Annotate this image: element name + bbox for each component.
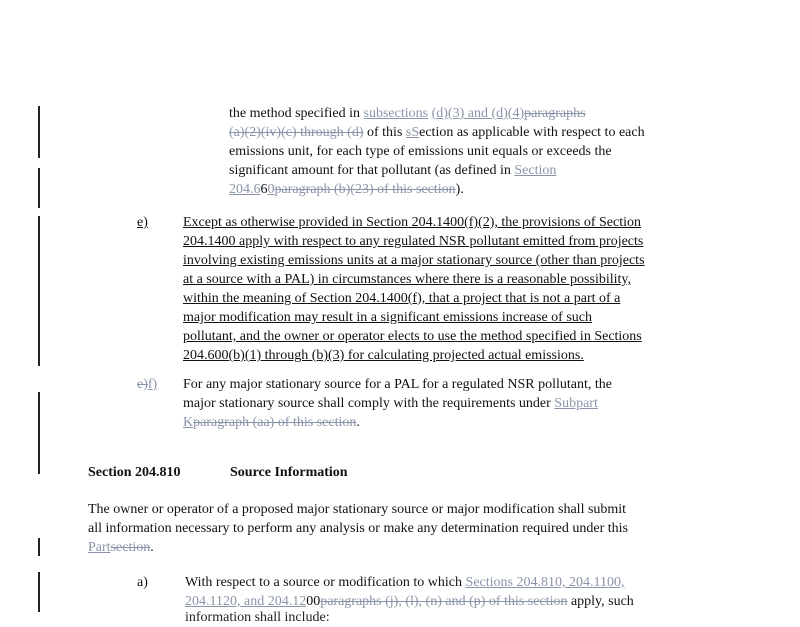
paragraph-e [183, 213, 713, 365]
text-line: (a)(2)(iv)(c) through (d) of this sSection as applicable with respect to each [229, 125, 645, 140]
text-line: 204.660paragraph (b)(23) of this section). [229, 182, 464, 197]
paragraph-a-label: a) [137, 575, 148, 590]
paragraph-d-continuation [229, 104, 709, 199]
text-line: significant amount for that pollutant (as defined in Section [229, 163, 557, 178]
paragraph-a [185, 573, 725, 611]
text-line: Except as otherwise provided in Section 204.1400(f)(2), the provisions of Section [183, 215, 642, 230]
change-bar [38, 392, 40, 474]
change-bar [38, 168, 40, 208]
text-line: at a source with a PAL) in circumstances where there is a reasonable possibility, [183, 272, 631, 287]
text-line: emissions unit, for each type of emissions unit equals or exceeds the [229, 144, 612, 159]
section-title: Source Information [230, 465, 348, 480]
text-line: 204.1120, and 204.1200paragraphs (j), (l), (n) and (p) of this section apply, such [185, 594, 634, 609]
change-bar [38, 538, 40, 556]
text-line: major modification may result in a significant emissions increase of such [183, 310, 593, 325]
text-line: Kparagraph (aa) of this section. [183, 415, 360, 430]
text-line: within the meaning of Section 204.1400(f), that a project that is not a part of a [183, 291, 621, 306]
text-line: 204.600(b)(1) through (b)(3) for calculating projected actual emissions. [183, 348, 584, 363]
text-line: The owner or operator of a proposed major stationary source or major modification shall submit [88, 502, 627, 517]
text-line: For any major stationary source for a PAL for a regulated NSR pollutant, the [183, 377, 612, 392]
text-line: major stationary source shall comply with the requirements under Subpart [183, 396, 598, 411]
text-line: pollutant, and the owner or operator elects to use the method specified in Sections [183, 329, 642, 344]
change-bar [38, 572, 40, 612]
text-line: With respect to a source or modification to which Sections 204.810, 204.1100, [185, 575, 625, 590]
cut-off-text-line: information shall include: [185, 610, 330, 625]
text-line: 204.1400 apply with respect to any regulated NSR pollutant emitted from projects [183, 234, 644, 249]
change-bar [38, 106, 40, 158]
paragraph-f [183, 375, 713, 432]
text-line: involving existing emissions units at a major stationary source (other than projects [183, 253, 645, 268]
paragraph-f-label: e)f) [137, 377, 158, 392]
change-bar [38, 216, 40, 366]
section-number: Section 204.810 [88, 465, 181, 480]
text-line: the method specified in subsections (d)(3) and (d)(4)paragraphs [229, 106, 586, 121]
text-line: Partsection. [88, 540, 154, 555]
text-line: all information necessary to perform any analysis or make any determination required under this [88, 521, 628, 536]
section-intro [88, 500, 728, 557]
paragraph-e-label: e) [137, 215, 148, 230]
